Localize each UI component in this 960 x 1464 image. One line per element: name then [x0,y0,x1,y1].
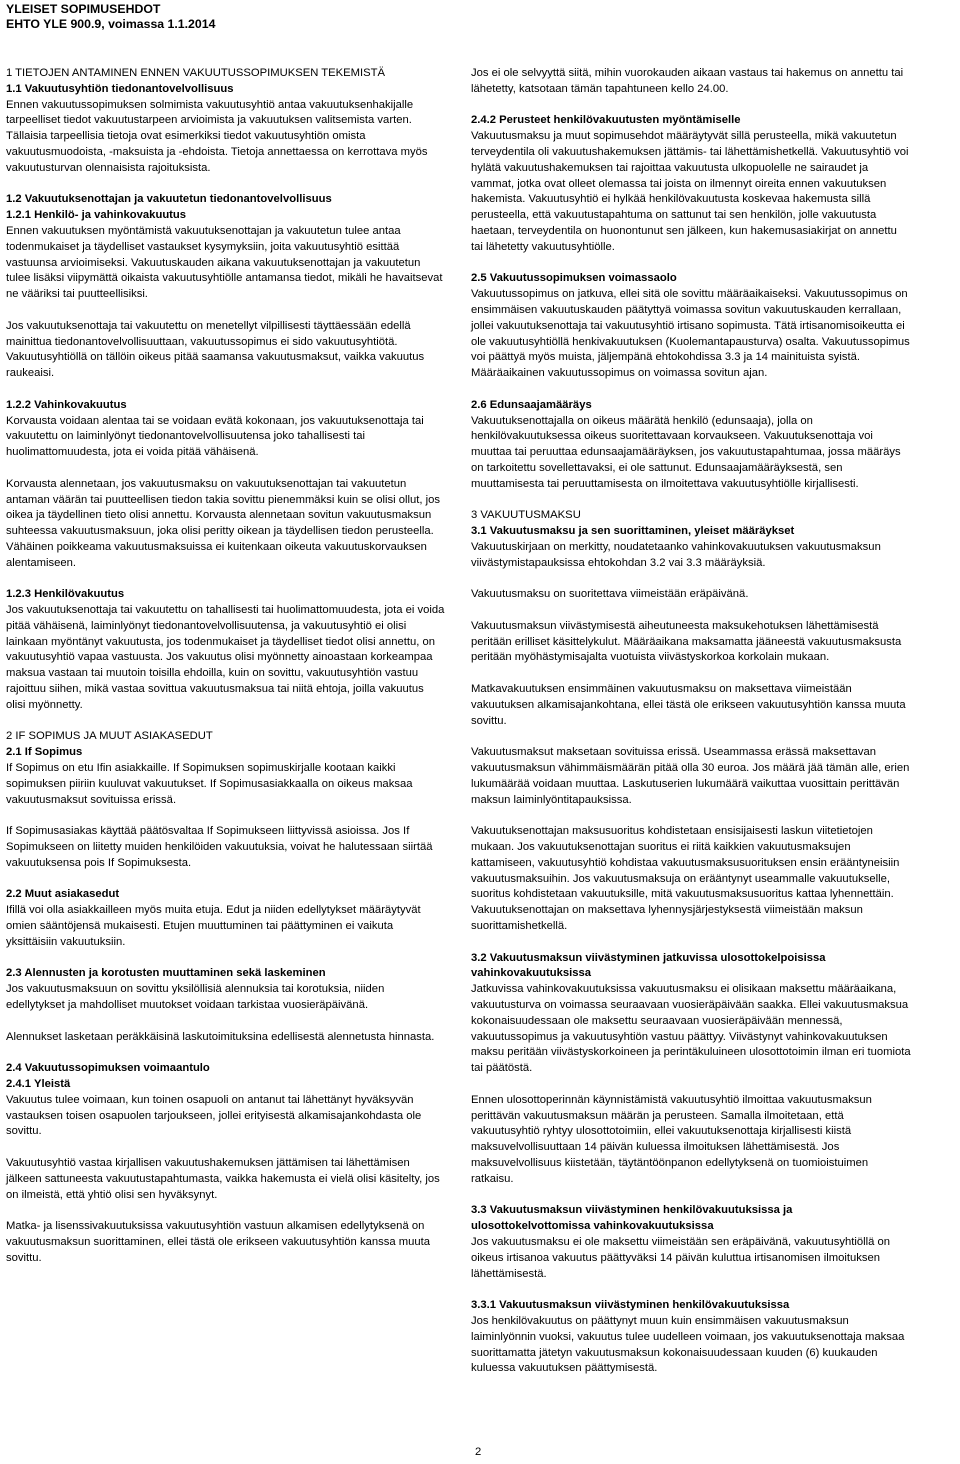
section-3-3-title: 3.3 Vakuutusmaksun viivästyminen henkilövakuutuksissa ja ulosottokelvottomissa vahinkovakuutuksissa [471,1204,793,1233]
document-header [6,2,215,32]
section-1-2-title: 1.2 Vakuutuksenottajan ja vakuutetun tiedonantovelvollisuus [6,193,332,206]
section-3-title: 3 VAKUUTUSMAKSU [471,509,581,522]
section-2-4-title: 2.4 Vakuutussopimuksen voimaantulo [6,1062,210,1075]
section-2-4-2-title: 2.4.2 Perusteet henkilövakuutusten myöntämiselle [471,114,741,127]
section-2-title: 2 IF SOPIMUS JA MUUT ASIAKASEDUT [6,730,213,743]
section-2-2-text: Ifillä voi olla asiakkailleen myös muita etuja. Edut ja niiden edellytykset määräytyvät omien sääntöjensä mukaisesti. Etujen muuttuminen tai päättyminen ei vaikuta yksittäisiin vakuutuksiin. [6,904,421,948]
section-1-2-2-text-2: Korvausta alennetaan, jos vakuutusmaksu on vakuutuksenottajan tai vakuutetun antaman väärän tai puutteellisen tiedon takia sovittu pienemmäksi kuin se olisi ollut, jos oikea ja täydellinen tieto olisi annettu. Korvausta alennetaan sovitun vakuutusmaksun suhteessa vakuutusmaksuun, joka olisi peritty oikean ja täydellisen tiedon perusteella. Vähäinen poikkeama vakuutusmaksuissa ei kuitenkaan oikeuta vakuutuskorvauksen alentamiseen. [6,477,440,569]
section-2-5-title: 2.5 Vakuutussopimuksen voimassaolo [471,272,677,285]
section-1-2-1-title: 1.2.1 Henkilö- ja vahinkovakuutus [6,209,187,222]
section-3-1-text-4: Matkavakuutuksen ensimmäinen vakuutusmaksu on maksettava viimeistään vakuutuksen alkamisajankohtana, ellei tästä ole erikseen vakuutusyhtiön kanssa muuta sovittu. [471,683,906,727]
section-1-2-3-text: Jos vakuutuksenottaja tai vakuutettu on tahallisesti tai huolimattomuudesta, jota ei voida pitää vähäisenä, laiminlyönyt tiedonantovelvollisuutensa, ja vakuutusyhtiö ei olisi lainkaan myöntänyt vakuutusta, jos todenmukaiset ja täydelliset tiedot olisi annettu, on vakuutusyhtiö vapaa vastuusta. Jos vakuutus olisi myönnetty ainoastaan korkeampaa maksua vastaan tai muutoin toisilla ehdoilla, kuin on sovittu, vakuutusyhtiön vastuu rajoittuu siihen, mikä vastaa sovittua vakuutusmaksua tai niitä ehtoja, joilla vakuutus olisi myönnetty. [6,604,445,711]
section-2-1-title: 2.1 If Sopimus [6,746,83,759]
section-3-1-text-5: Vakuutusmaksut maksetaan sovituissa erissä. Useammassa erässä maksettavan vakuutusmaksun vähimmäismäärän pitää olla 30 euroa. Jos määrä jää tämän alle, erien lukumäärää voidaan muuttaa. Laskutuserien lukumäärä vaikuttaa vuosittain perittävän maksun laiminlyöntitapauksissa. [471,746,910,806]
section-3-3-1-title: 3.3.1 Vakuutusmaksun viivästyminen henkilövakuutuksissa [471,1299,790,1312]
section-2-4-1-title: 2.4.1 Yleistä [6,1078,71,1090]
section-3-3-1-text: Jos henkilövakuutus on päättynyt muun kuin ensimmäisen vakuutusmaksun laiminlyönnin vuoksi, vakuutus tulee uudelleen voimaan, jos vakuutuksenottaja maksaa suorittamatta jätetyn vakuutusmaksun kokonaisuudessaan kuuden (6) kuukauden kuluessa vakuutuksen päättymisestä. [471,1314,905,1375]
section-2-3-text-2: Alennukset lasketaan peräkkäisinä laskutoimituksina edellisestä alennetusta hinnasta. [6,1030,435,1043]
section-2-4-1-text-3: Matka- ja lisenssivakuutuksissa vakuutusyhtiön vastuun alkamisen edellytyksenä on vakuutusmaksun suorittaminen, ellei tästä ole erikseen vakuutusyhtiön kanssa muuta sovittu. [6,1220,430,1264]
section-3-1-text-2: Vakuutusmaksu on suoritettava viimeistään eräpäivänä. [471,588,749,601]
section-2-1-text-1: If Sopimus on etu Ifin asiakkaille. If Sopimuksen sopimuskirjalle kootaan kaikki sopimuksen piiriin kuuluvat vakuutukset. If Sopimusasiakkaalla on oikeus maksaa vakuutusmaksut sovituissa erissä. [6,762,413,806]
section-1-2-1-text-1: Ennen vakuutuksen myöntämistä vakuutuksenottajan ja vakuutetun tulee antaa todenmukaiset ja täydelliset vastaukset kysymyksiin, joita vakuutusyhtiö esittää vastuunsa arvioimiseksi. Vakuutuskauden aikana vakuutuksenottajan ja vakuutetun tulee lisäksi viipymättä oikaista vakuutusyhtiölle antamansa tiedot, mikäli he havaitsevat ne vääriksi tai puutteellisiksi. [6,224,443,301]
section-1-2-2-text-1: Korvausta voidaan alentaa tai se voidaan evätä kokonaan, jos vakuutuksenottaja tai vakuutettu on laiminlyönyt tiedonantovelvollisuutensa joko tahallisesti tai huolimattomuudesta, jota ei voida pitää vähäisenä. [6,414,424,459]
section-1-2-3-title: 1.2.3 Henkilövakuutus [6,588,125,601]
section-2-4-1-text-1: Vakuutus tulee voimaan, kun toinen osapuoli on antanut tai lähettänyt hyväksyvän vastauksen toisen osapuolen tarjoukseen, jollei erityisestä alkamisajankohdasta ole sovittu. [6,1093,422,1138]
section-3-1-text-3: Vakuutusmaksun viivästymisestä aiheutuneesta maksukehotuksen lähettämisestä peritään erilliset käsittelykulut. Määräaikana maksamatta jääneestä vakuutusmaksusta peritään myöhästymisajalta vuotuista viivästyskorkoa korkolain mukaan. [471,619,902,664]
right-column [471,66,911,1393]
header-subtitle: EHTO YLE 900.9, voimassa 1.1.2014 [6,17,216,31]
section-3-1-text-1: Vakuutuskirjaan on merkitty, noudatetaanko vahinkovakuutuksen vakuutusmaksun viivästymistapauksissa ehtokohdan 3.2 vai 3.3 määräyksiä. [471,540,881,569]
section-2-6-text: Vakuutuksenottajalla on oikeus määrätä henkilö (edunsaaja), jolla on henkilövakuutuksessa oikeus suoritettavaan korvaukseen. Vakuutuksenottaja voi muuttaa tai peruuttaa edunsaajamääräyksen, jos vakuutustapahtumaa, jossa määräys on tarkoitettu sovellettavaksi, ei ole sattunut. Edunsaajamääräyksestä, sen muuttamisesta tai peruuttamisesta on ilmoitettava vakuutusyhtiölle kirjallisesti. [471,414,901,490]
section-3-2-text-1: Jatkuvissa vahinkovakuutuksissa vakuutusmaksu ei olisikaan maksettu määräaikana, vakuutusturva on voimassa seuraavaan vuosieräpäivään saakka. Ellei vakuutusmaksua kokonaisuudessaan ole maksettu seuraavaan vuosieräpäivään mennessä, vakuutussopimus ja vakuutusyhtiön vastuu päättyy. Viivästynyt vahinkovakuutuksen maksu peritään viivästyskorkoineen ja perintäkuluineen ulosottotoimin ilman eri tuomiota tai päätöstä. [471,983,911,1075]
section-3-2-title: 3.2 Vakuutusmaksun viivästyminen jatkuvissa ulosottokelpoisissa vahinkovakuutuksissa [471,951,826,980]
page-number: 2 [475,1446,482,1458]
section-2-4-1-text-4: Jos ei ole selvyyttä siitä, mihin vuorokauden aikaan vastaus tai hakemus on annettu tai lähetetty, katsotaan tämän tapahtuneen kello 24.00. [471,67,904,95]
section-2-3-text-1: Jos vakuutusmaksuun on sovittu yksilöllisiä alennuksia tai korotuksia, niiden edellytykset ja mahdolliset muutokset voidaan tarkistaa vuosieräpäivänä. [6,983,385,1012]
section-2-4-1-text-2: Vakuutusyhtiö vastaa kirjallisen vakuutushakemuksen jättämisen tai lähettämisen jälkeen sattuneesta vakuutustapahtumasta, vaikka hakemusta ei vielä olisi käsitelty, jos on ilmeistä, että yhtiö olisi sen hyväksynyt. [6,1156,440,1201]
section-3-1-text-6: Vakuutuksenottajan maksusuoritus kohdistetaan ensisijaisesti laskun viitetietojen mukaan. Jos vakuutuksenottajan suoritus ei riitä kaikkien vakuutusmaksujen kattamiseen, vakuutusyhtiö kohdistaa vakuutusmaksusuorituksen ensin erääntyneisiin vakuutusmaksuihin. Jos vakuutusmaksuja on erääntynyt useammalle vakuutukselle, suoritus kohdistetaan vakuutuksille, mitä vakuutusmaksusuoritus kattaa lyhennettäin. Vakuutuksenottajan on maksettava lyhennysjärjestyksestä viimeistään maksun suorittamishetkellä. [471,825,900,933]
section-1-2-1-text-2: Jos vakuutuksenottaja tai vakuutettu on menetellyt vilpillisesti täyttäessään edellä mainittua tiedonantovelvollisuuttaan, vakuutussopimus ei sido vakuutusyhtiötä. Vakuutusyhtiöllä on tällöin oikeus pitää saamansa vakuutusmaksut, vaikka vakuutus raukeaisi. [6,319,425,380]
header-title: YLEISET SOPIMUSEHDOT [6,2,161,16]
left-column [6,66,446,1282]
section-1-1-title: 1.1 Vakuutusyhtiön tiedonantovelvollisuus [6,82,234,95]
section-1-title: 1 TIETOJEN ANTAMINEN ENNEN VAKUUTUSSOPIMUKSEN TEKEMISTÄ [6,67,386,79]
section-2-3-title: 2.3 Alennusten ja korotusten muuttaminen sekä laskeminen [6,967,326,980]
section-2-1-text-2: If Sopimusasiakas käyttää päätösvaltaa If Sopimukseen liittyvissä asioissa. Jos If Sopimukseen on liitetty muiden henkilöiden vakuutuksia, voivat he halutessaan siirtää vakuutuksensa pois If Sopimuksesta. [6,825,433,869]
section-2-4-2-text: Vakuutusmaksu ja muut sopimusehdot määräytyvät sillä perusteella, mikä vakuutetun terveydentila oli vakuutushakemuksen jättämis- tai lähettämishetkellä. Vakuutusyhtiö voi hylätä vakuutushakemuksen tai rajoittaa vakuutusta ulkopuolelle ne sairaudet ja vammat, jotka ovat olleet olemassa tai joista on ilmennyt oireita ennen vakuutuksen hakemista. Vakuutusyhtiö ei hylkää henkilövakuutusta koskevaa hakemusta sillä perusteella, että vakuutustapahtuma on sattunut tai sen henkilön, jolle vakuutusta haetaan, terveydentila on huonontunut sen jälkeen, kun hakemusasiakirjat on annettu tai lähetetty vakuutusyhtiölle. [471,130,909,253]
section-2-2-title: 2.2 Muut asiakasedut [6,888,120,901]
section-1-2-2-title: 1.2.2 Vahinkovakuutus [6,398,127,411]
section-2-5-text: Vakuutussopimus on jatkuva, ellei sitä ole sovittu määräaikaiseksi. Vakuutussopimus on ensimmäisen vakuutuskauden päätyttyä voimassa sovitun vakuutuskauden kerrallaan, jollei vakuutuksenottaja tai vakuutusyhtiö irtisano sopimusta. Tätä irtisanomisoikeutta ei ole vakuutusyhtiöllä henkivakuutuksen (Kuolemantapausturva) osalta. Vakuutussopimus voi päättyä myös muista, jäljempänä ehtokohdissa 3.3 ja 14 mainituista syistä. Määräaikainen vakuutussopimus on voimassa sovitun ajan. [471,288,910,380]
section-3-2-text-2: Ennen ulosottoperinnän käynnistämistä vakuutusyhtiö ilmoittaa vakuutusmaksun perittävän vakuutusmaksun määrän ja perusteen. Samalla ilmoitetaan, että vakuutusyhtiö ryhtyy ulosottotoimiin, ellei vakuutuksenottaja kirjallisesti kiistä maksuvelvollisuuttaan 14 päivän kuluessa ilmoituksen lähettämisestä. Jos maksuvelvollisuus kiistetään, täytäntöönpanon edellytyksenä on tuomioistuimen ratkaisu. [471,1093,872,1185]
section-2-6-title: 2.6 Edunsaajamääräys [471,398,592,411]
section-1-1-text: Ennen vakuutussopimuksen solmimista vakuutusyhtiö antaa vakuutuksenhakijalle tarpeelliset tiedot vakuutustarpeen arvioimista ja vakuutuksen valitsemista varten. Tällaisia tarpeellisia tietoja ovat esimerkiksi tiedot vakuutusyhtiön omista vakuutusmuodoista, -maksuista ja -ehdoista. Tietoja annettaessa on kerrottava myös vakuutusturvan olennaisista rajoituksista. [6,98,428,174]
section-3-1-title: 3.1 Vakuutusmaksu ja sen suorittaminen, yleiset määräykset [471,525,795,538]
section-3-3-text: Jos vakuutusmaksu ei ole maksettu viimeistään sen eräpäivänä, vakuutusyhtiöllä on oikeus irtisanoa vakuutus päättyväksi 14 päivän kuluttua irtisanomisen ilmoituksen lähettämisestä. [471,1235,890,1280]
